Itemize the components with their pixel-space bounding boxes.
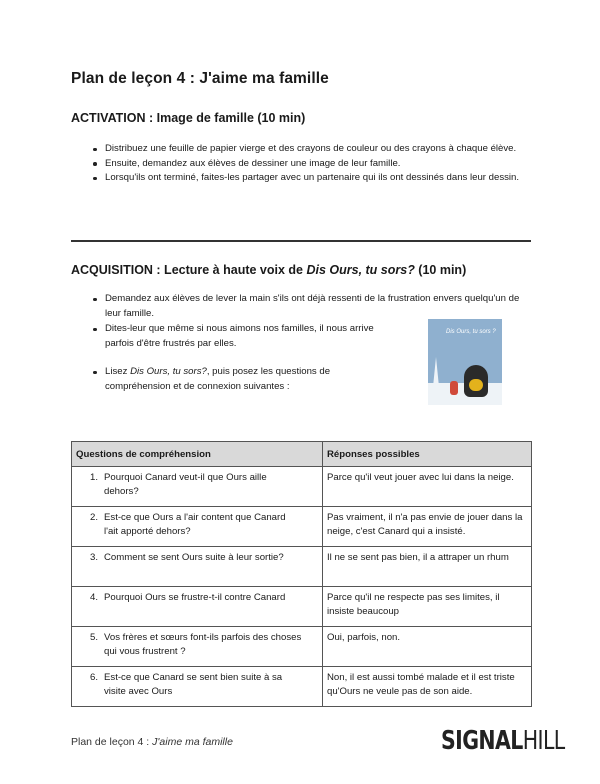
activation-list [71, 142, 535, 186]
answer-cell: Parce qu'il veut jouer avec lui dans la neige. [323, 467, 532, 507]
acquisition-list [71, 292, 535, 321]
list-item-suffix: , puis posez les questions de compréhension et de connexion suivantes : [105, 366, 331, 392]
acquisition-heading-prefix: ACQUISITION : Lecture à haute voix de [71, 263, 307, 277]
question-cell [72, 627, 323, 667]
list-item: Ensuite, demandez aux élèves de dessiner une image de leur famille. [105, 157, 535, 172]
questions-table [71, 441, 532, 707]
question-number: 4. [89, 592, 98, 603]
question-number: 6. [89, 672, 98, 683]
question-text: Pourquoi Canard veut-il que Ours aille dehors? [104, 472, 267, 497]
question-number: 1. [89, 472, 98, 483]
question-text: Est-ce que Canard se sent bien suite à sa visite avec Ours [104, 672, 283, 697]
question-cell [72, 547, 323, 587]
list-item [105, 365, 385, 394]
list-item: Distribuez une feuille de papier vierge et des crayons de couleur ou des crayons à chaque élève. [105, 142, 535, 157]
list-item: Dites-leur que même si nous aimons nos familles, il nous arrive parfois d'être frustrés par elles. [105, 322, 385, 351]
answer-cell: Parce qu'il ne respecte pas ses limites, il insiste beaucoup [323, 587, 532, 627]
acquisition-heading [71, 263, 466, 277]
question-number: 2. [89, 512, 98, 523]
logo-bold: SIGNAL [441, 725, 523, 755]
answer-cell: Il ne se sent pas bien, il a attraper un rhum [323, 547, 532, 587]
signalhill-logo [441, 725, 565, 760]
footer-italic-title: J'aime ma famille [152, 736, 233, 748]
list-item: Lorsqu'ils ont terminé, faites-les partager avec un partenaire qui ils ont dessinés dans leur dessin. [105, 171, 535, 186]
list-item-prefix: Lisez [105, 366, 131, 377]
answer-cell: Pas vraiment, il n'a pas envie de jouer dans la neige, c'est Canard qui a insisté. [323, 507, 532, 547]
table-row [72, 667, 532, 707]
section-divider [71, 240, 531, 242]
question-cell [72, 667, 323, 707]
cover-title: Dis Ours, tu sors ? [446, 329, 496, 335]
cover-duck [450, 381, 458, 395]
table-header-row [72, 442, 532, 467]
question-text: Pourquoi Ours se frustre-t-il contre Canard [104, 592, 286, 603]
acquisition-list-continued [71, 322, 385, 394]
table-row [72, 507, 532, 547]
list-item-book: Dis Ours, tu sors? [130, 366, 207, 377]
logo-thin: HILL [522, 725, 565, 755]
table-row [72, 467, 532, 507]
lesson-title: Plan de leçon 4 : J'aime ma famille [71, 70, 329, 87]
book-cover-image [428, 319, 502, 405]
footer-prefix: Plan de leçon 4 : [71, 736, 153, 748]
question-text: Comment se sent Ours suite à leur sortie? [104, 552, 284, 563]
list-item: Demandez aux élèves de lever la main s'ils ont déjà ressenti de la frustration envers quelqu'un de leur famille. [105, 292, 535, 321]
table-row [72, 547, 532, 587]
column-header-questions: Questions de compréhension [72, 442, 323, 467]
answer-cell: Oui, parfois, non. [323, 627, 532, 667]
question-cell [72, 587, 323, 627]
acquisition-heading-book: Dis Ours, tu sors? [306, 263, 415, 277]
question-number: 5. [89, 632, 98, 643]
acquisition-heading-suffix: (10 min) [414, 263, 467, 277]
question-cell [72, 507, 323, 547]
table-row [72, 627, 532, 667]
question-cell [72, 467, 323, 507]
question-text: Est-ce que Ours a l'air content que Canard l'ait apporté dehors? [104, 512, 286, 537]
question-number: 3. [89, 552, 98, 563]
table-row [72, 587, 532, 627]
column-header-answers: Réponses possibles [323, 442, 532, 467]
page-footer [71, 736, 233, 748]
activation-heading: ACTIVATION : Image de famille (10 min) [71, 111, 306, 125]
cover-bear-scarf [469, 379, 483, 391]
answer-cell: Non, il est aussi tombé malade et il est triste qu'Ours ne veule pas de son aide. [323, 667, 532, 707]
question-text: Vos frères et sœurs font-ils parfois des choses qui vous frustrent ? [104, 632, 302, 657]
